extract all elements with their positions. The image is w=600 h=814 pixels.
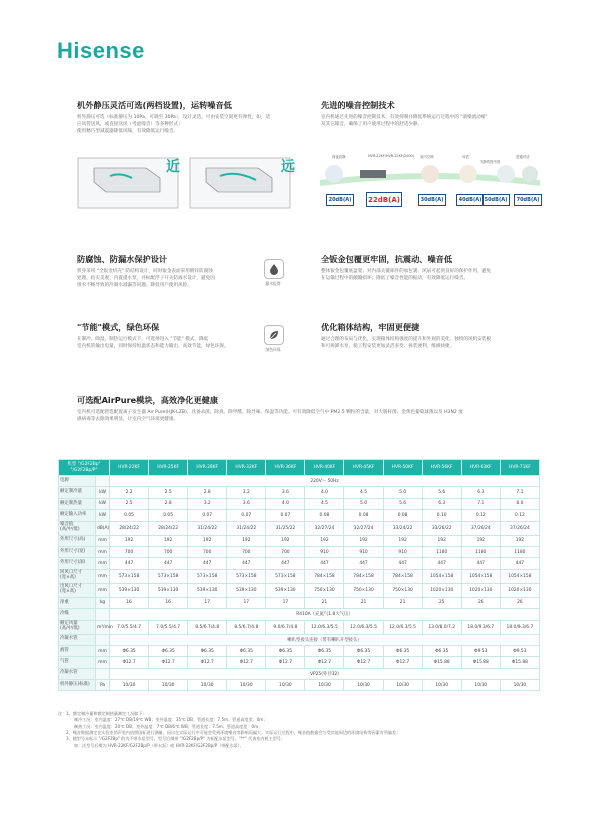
cell-value: Φ12.7 (383, 657, 422, 668)
table-row (59, 668, 540, 679)
cell-value: 447 (344, 558, 383, 569)
table-row (59, 597, 540, 608)
cell-value: 5.6 (383, 498, 422, 509)
row-label: 冷媒 (59, 609, 96, 620)
cell-value: 1020×130 (461, 583, 500, 597)
cell-value: 573×158 (227, 569, 266, 583)
cell-value: 7.1 (461, 498, 500, 509)
cell-value: 7.0/5.5/4.7 (149, 620, 188, 634)
cell-value: 1054×158 (500, 569, 539, 583)
cell-value: 0.08 (344, 510, 383, 521)
row-span-value: VP25(外径32) (110, 668, 540, 679)
footnote-line: 注：1、额定制冷量和额定制热量测定工况如下： (58, 711, 147, 716)
cell-value: 4.5 (305, 498, 344, 509)
feature-title: "节能"模式，绿色环保 (77, 322, 160, 332)
cell-value: 17 (266, 597, 305, 608)
noise-caption: 耳语 (462, 155, 469, 159)
model-name-cell: HVR-22KF (110, 460, 149, 476)
cell-value: 573×158 (188, 569, 227, 583)
cell-value: 539×130 (266, 583, 305, 597)
cell-value: 447 (149, 558, 188, 569)
feature-title: 全钣金包覆更牢固，抗震动、噪音低 (321, 254, 453, 264)
eco-label: 绿色环保 (265, 347, 281, 352)
cell-value: 33/24/22 (383, 521, 422, 535)
cell-value: 7.0/5.5/4.7 (110, 620, 149, 634)
cell-value: 447 (227, 558, 266, 569)
table-row (59, 634, 540, 645)
cell-value: 6.3 (461, 487, 500, 498)
model-name-cell: HVR-28KF (188, 460, 227, 476)
cell-value: 32/27/24 (305, 521, 344, 535)
row-label: 冷凝水管 (59, 634, 96, 645)
cell-value: Φ9.53 (500, 645, 539, 656)
feature-sheet-metal: 全钣金包覆更牢固，抗震动、噪音低 整体钣金包覆底盘架，对内部关键部件的加包裹、风扇可起到良好的保护作用，避免 在运输过程中的颠簸损坏；降低了噪音性能的振动，有效降低运行噪音。 (321, 254, 541, 282)
cell-value: 447 (188, 558, 227, 569)
cell-value: 10/30 (149, 680, 188, 691)
table-row (59, 657, 540, 668)
cell-value: 784×158 (305, 569, 344, 583)
noise-badge-highlight: 22dB(A) (366, 192, 402, 207)
row-label: 外形尺寸(深) (59, 558, 96, 569)
cell-value: 0.12 (500, 510, 539, 521)
cell-value: 21 (383, 597, 422, 608)
row-label: 机外静压(标准) (59, 680, 96, 691)
cell-value: 18.0/9.3/6.7 (461, 620, 500, 634)
cell-value: 8.0 (500, 498, 539, 509)
row-span-value: 220V～ 50Hz (110, 476, 540, 487)
spec-table (58, 459, 540, 691)
cell-value: 0.08 (383, 510, 422, 521)
cell-value: 31/25/22 (266, 521, 305, 535)
row-label: 额定输入功率 (59, 510, 96, 521)
cell-value: Φ15.88 (422, 657, 461, 668)
cell-value: 539×130 (188, 583, 227, 597)
row-unit: mm (96, 657, 110, 668)
cell-value: 4.0 (266, 498, 305, 509)
cell-value: Φ6.35 (188, 645, 227, 656)
cell-value: Φ6.35 (227, 645, 266, 656)
feature-title: 机外静压灵活可选(两档设置)，运转噪音低 (77, 100, 232, 110)
cell-value: 3.6 (266, 487, 305, 498)
feature-title: 可选配AirPure模块，高效净化更健康 (77, 395, 219, 405)
noise-caption: 普通对话 (516, 155, 530, 159)
cell-value: 2.2 (110, 487, 149, 498)
table-row (59, 521, 540, 535)
cell-value: 18.0/9.3/6.7 (500, 620, 539, 634)
model-name-cell: HVR-36KF (266, 460, 305, 476)
model-name-cell: HVR-25KF (149, 460, 188, 476)
cell-value: 21 (305, 597, 344, 608)
table-row (59, 510, 540, 521)
table-header-row (59, 460, 540, 476)
feature-structure: 优化箱体结构，牢固更便捷 通过合理的布局与优化，实现箱体结构强度的提升和外观的美化，独特的风机安装板 和可拆卸水泵，使工程安装更加灵活多变、拆装便利，维修快捷。 (321, 322, 541, 350)
noise-badge: 50dB(A) (482, 194, 510, 206)
cell-value: 1020×130 (500, 583, 539, 597)
cell-value: 1054×158 (422, 569, 461, 583)
cell-value: 10/30 (227, 680, 266, 691)
noise-caption: HVR-22KF/HVR-22KF(2000) (368, 154, 415, 158)
model-name-cell: HVR-32KF (227, 460, 266, 476)
cell-value: 1020×130 (422, 583, 461, 597)
table-row (59, 569, 540, 583)
cell-value: 910 (344, 546, 383, 557)
feature-static-pressure: 机外静压灵活可选(两档设置)，运转噪音低 机外静压可选（标准静压为 10Pa，可调至 30Pa），设计灵活、可由安装空间更有弹性，如，适 应风管送风，或直接送风（考虑噪音）等多种形式； 使用精巧型减震器降低风噪，有效降低运行噪音。 (77, 100, 277, 135)
cell-value: 25 (422, 597, 461, 608)
cell-value: 0.10 (422, 510, 461, 521)
cell-value: 700 (188, 546, 227, 557)
cell-value: 0.07 (266, 510, 305, 521)
cell-value: 13.0/8.0/7.2 (422, 620, 461, 634)
cell-value: Φ9.53 (461, 645, 500, 656)
cell-value: Φ6.35 (266, 645, 305, 656)
cell-value: 192 (383, 535, 422, 546)
cell-value: 700 (266, 546, 305, 557)
cell-value: 3.6 (227, 498, 266, 509)
feature-title: 先进的噪音控制技术 (321, 100, 395, 110)
row-unit: m³/min (96, 620, 110, 634)
cell-value: 447 (110, 558, 149, 569)
cell-value: 1054×158 (461, 569, 500, 583)
cell-value: 447 (305, 558, 344, 569)
cell-value: 26 (500, 597, 539, 608)
static-pressure-illustration (76, 152, 294, 214)
row-label: 噪音值 (高/中/低) (59, 521, 96, 535)
cell-value: 192 (266, 535, 305, 546)
leaf-icon (264, 325, 284, 345)
model-name-cell: HVR-56KF (422, 460, 461, 476)
feature-eco-mode: "节能"模式，绿色环保 在制冷、除湿、制热运行模式下，可选择进入 "节能" 模式，降低 室内机的输出电量，同时保持恒温状态和能力输出，高效节能，绿色环保。 (77, 322, 267, 350)
cell-value: 6.3 (422, 498, 461, 509)
model-header-cell: 机型 "/G2F2Bp" "/G2F2Bp/P" (59, 460, 110, 476)
table-row (59, 498, 540, 509)
row-unit: mm (96, 546, 110, 557)
cell-value: 2.5 (149, 487, 188, 498)
cell-value: Φ6.35 (305, 645, 344, 656)
cell-value: 10/30 (344, 680, 383, 691)
model-name-cell: HVR-71KF (500, 460, 539, 476)
cell-value: 447 (266, 558, 305, 569)
cell-value: Φ12.7 (110, 657, 149, 668)
table-row (59, 645, 540, 656)
row-unit: mm (96, 558, 110, 569)
cell-value: 750×130 (305, 583, 344, 597)
row-unit: mm (96, 645, 110, 656)
cell-value: 8.5/6.7/4.8 (227, 620, 266, 634)
footnote-line: 3、随型号末标示 "/G2F2Bp" 的为不带水泵型号，型号后缀带 "/G2F2Bp/P" 为标配水泵型号。"**" 代表室内机主型号； (66, 736, 285, 742)
cell-value: 33/26/22 (422, 521, 461, 535)
cell-value: 10/30 (422, 680, 461, 691)
cell-value: 10/30 (305, 680, 344, 691)
footnote-line: 制热工况：室内温度：20℃ DB；室外温度：7℃ DB/6℃ WB；管道长度：7.5m；管道高度差：0m； (74, 723, 263, 729)
cell-value: 1180 (461, 546, 500, 557)
row-label: 液管 (59, 645, 96, 656)
cell-value: 447 (500, 558, 539, 569)
cell-value: 0.05 (149, 510, 188, 521)
table-row (59, 476, 540, 487)
cell-value: 750×130 (344, 583, 383, 597)
cell-value: Φ6.35 (383, 645, 422, 656)
row-label: 电源 (59, 476, 96, 487)
footnote-line: 2、噪音数据测定在实验室消声室内依照国标进行测量，因出在实际运行中可能会受到环境噪音等影响而偏大；实际运行过程中，噪音值数据会与受其他周边的环境结构等因素有所偏差； (66, 730, 401, 736)
table-row (59, 558, 540, 569)
cell-value: 4.5 (344, 487, 383, 498)
noise-level-badges (326, 194, 540, 206)
cell-value: 539×130 (149, 583, 188, 597)
row-unit: kW (96, 498, 110, 509)
row-unit (96, 476, 110, 487)
row-unit: kg (96, 597, 110, 608)
cell-value: 447 (422, 558, 461, 569)
cell-value: 4.0 (305, 487, 344, 498)
cell-value: 0.07 (188, 510, 227, 521)
cell-value: 10/30 (461, 680, 500, 691)
cell-value: 0.05 (110, 510, 149, 521)
label-far: 远 (281, 159, 295, 175)
cell-value: 573×158 (149, 569, 188, 583)
cell-value: 37/26/24 (461, 521, 500, 535)
cell-value: 10/30 (188, 680, 227, 691)
feature-anti-corrosion: 防腐蚀、防漏水保护设计 机身采用 "全钣金机壳" 防结构设计，同时钣金表面采用镀锌防腐蚀 处理，结实美观；内置提水泵，并标配浮子开关防溢水设计，避免因 排水不畅导致的冷凝水溢漏等问题，降低用户使用风险。 (77, 254, 267, 289)
cell-value: 0.12 (461, 510, 500, 521)
feature-title: 优化箱体结构，牢固更便捷 (321, 322, 420, 332)
cell-value: 17 (227, 597, 266, 608)
cell-value: 10/30 (500, 680, 539, 691)
row-unit: kW (96, 487, 110, 498)
row-unit (96, 609, 110, 620)
cell-value: 8.5/6.7/4.8 (188, 620, 227, 634)
cell-value: 784×158 (383, 569, 422, 583)
noise-badge: 20dB(A) (326, 194, 354, 206)
feature-title: 防腐蚀、防漏水保护设计 (77, 254, 168, 264)
cell-value: 10/30 (266, 680, 305, 691)
cell-value: 31/24/22 (227, 521, 266, 535)
row-label: 净重 (59, 597, 96, 608)
cell-value: 700 (227, 546, 266, 557)
cell-value: Φ15.88 (500, 657, 539, 668)
cell-value: 16 (149, 597, 188, 608)
cell-value: 192 (461, 535, 500, 546)
row-unit: mm (96, 583, 110, 597)
cell-value: 1180 (422, 546, 461, 557)
cell-value: Φ6.35 (422, 645, 461, 656)
row-label: 气管 (59, 657, 96, 668)
cell-value: 5.6 (422, 487, 461, 498)
cell-value: 192 (227, 535, 266, 546)
table-row (59, 680, 540, 691)
table-row (59, 583, 540, 597)
cell-value: Φ12.7 (227, 657, 266, 668)
row-label: 额定制冷量 (59, 487, 96, 498)
label-near: 近 (166, 159, 180, 175)
cell-value: 12.0/6.3/5.5 (305, 620, 344, 634)
cell-value: 910 (383, 546, 422, 557)
cell-value: 28/24/22 (110, 521, 149, 535)
cell-value: 539×130 (227, 583, 266, 597)
brand-logo: Hisense (57, 38, 145, 63)
model-name-cell: HVR-63KF (461, 460, 500, 476)
cell-value: 3.2 (188, 498, 227, 509)
cell-value: 10/30 (110, 680, 149, 691)
cell-value: Φ12.7 (344, 657, 383, 668)
cell-value: 7.1 (500, 487, 539, 498)
cell-value: 31/24/22 (188, 521, 227, 535)
cell-value: Φ6.35 (344, 645, 383, 656)
row-label: 外形尺寸(宽) (59, 546, 96, 557)
cell-value: 573×158 (110, 569, 149, 583)
cell-value: 12.0/6.3/5.5 (383, 620, 422, 634)
cell-value: 192 (500, 535, 539, 546)
table-row (59, 535, 540, 546)
cell-value: 700 (110, 546, 149, 557)
noise-caption: 安静的图书馆 (480, 160, 501, 164)
cell-value: Φ12.7 (149, 657, 188, 668)
cell-value: Φ12.7 (188, 657, 227, 668)
row-span-value: R410A（充氮气1.8大气压） (110, 609, 540, 620)
leak-alarm-label: 漏水报警 (265, 281, 281, 286)
cell-value: Φ6.35 (110, 645, 149, 656)
cell-value: 192 (344, 535, 383, 546)
cell-value: 5.0 (344, 498, 383, 509)
row-unit: Pa (96, 680, 110, 691)
noise-badge: 70dB(A) (514, 194, 542, 206)
cell-value: 192 (188, 535, 227, 546)
cell-value: 37/26/24 (500, 521, 539, 535)
cell-value: 2.5 (110, 498, 149, 509)
row-label: 回风口尺寸 (宽×高) (59, 569, 96, 583)
cell-value: 910 (305, 546, 344, 557)
row-label: 冷凝水管 (59, 668, 96, 679)
feature-noise-control: 先进的噪音控制技术 室内机通过先进的噪音控制技术，有效抑制并降低系统运行过程中的 "湍噪流动噪" 及其它噪音，确保了用户使用过程中的舒适少静。 (321, 100, 541, 128)
cell-value: 192 (422, 535, 461, 546)
table-row (59, 546, 540, 557)
model-name-cell: HVR-45KF (344, 460, 383, 476)
cell-value: 16 (110, 597, 149, 608)
noise-captions (330, 154, 540, 162)
row-label: 额定制热量 (59, 498, 96, 509)
table-row (59, 487, 540, 498)
cell-value: 9.0/6.7/4.8 (266, 620, 305, 634)
cell-value: 192 (305, 535, 344, 546)
noise-caption: 深夜寂静 (332, 155, 346, 159)
cell-value: 447 (383, 558, 422, 569)
cell-value: Φ12.7 (266, 657, 305, 668)
cell-value: 32/27/24 (344, 521, 383, 535)
cell-value: 0.08 (305, 510, 344, 521)
row-label: 外形尺寸(高) (59, 535, 96, 546)
noise-badge: 40dB(A) (456, 194, 484, 206)
cell-value: 2.8 (188, 487, 227, 498)
feature-airpure: 可选配AirPure模块，高效净化更健康 室内机可选配智选配置离子发生器 Air Pure(HJK-LZB)，具备杀菌、除臭、除甲醛、除异味、保湿等功能。可有效降低空气中 PM2.5 颗粒的含量，对大肠杆菌、金黄色葡萄球菌以及 H3N2 流 感病毒等去除效果明显，让室内空气环境更健康。 (77, 395, 547, 423)
cell-value: 750×130 (383, 583, 422, 597)
cell-value: Φ15.88 (461, 657, 500, 668)
row-unit: mm (96, 569, 110, 583)
table-row (59, 609, 540, 620)
table-row (59, 620, 540, 634)
cell-value: 26 (461, 597, 500, 608)
cell-value: 10/30 (383, 680, 422, 691)
cell-value: 12.0/6.3/5.5 (344, 620, 383, 634)
row-unit: mm (96, 535, 110, 546)
cell-value: 5.0 (383, 487, 422, 498)
cell-value: 784×158 (344, 569, 383, 583)
cell-value: 192 (149, 535, 188, 546)
leak-alarm-icon (264, 259, 284, 279)
model-name-cell: HVR-50KF (383, 460, 422, 476)
noise-caption: 室内空调 (420, 155, 434, 159)
cell-value: 3.2 (227, 487, 266, 498)
cell-value: 21 (344, 597, 383, 608)
row-label: 出风口尺寸 (宽×高) (59, 583, 96, 597)
cell-value: 539×130 (110, 583, 149, 597)
row-unit (96, 668, 110, 679)
footnote-line: 如：泛型号后缀为 HVR-22KF/G2F2Bp/P（带水泵）或 HVR-22KF/G2F2Bp/P（带配水泵）。 (74, 742, 244, 748)
row-unit (96, 634, 110, 645)
model-name-cell: HVR-40KF (305, 460, 344, 476)
cell-value: 28/24/22 (149, 521, 188, 535)
cell-value: 573×158 (266, 569, 305, 583)
cell-value: Φ12.7 (305, 657, 344, 668)
row-span-value: 喇叭型接头连接（带有喇叭开型接头） (110, 634, 540, 645)
row-unit: kW (96, 510, 110, 521)
cell-value: 192 (110, 535, 149, 546)
cell-value: 447 (461, 558, 500, 569)
cell-value: 2.8 (149, 498, 188, 509)
cell-value: 0.07 (227, 510, 266, 521)
cell-value: 700 (149, 546, 188, 557)
row-label: 额定风量 (高/中/低) (59, 620, 96, 634)
cell-value: Φ6.35 (149, 645, 188, 656)
row-unit: dB(A) (96, 521, 110, 535)
footnotes (58, 711, 548, 749)
cell-value: 1180 (500, 546, 539, 557)
cell-value: 17 (188, 597, 227, 608)
noise-badge: 30dB(A) (418, 194, 446, 206)
footnote-line: 制冷工况：室内温度：27℃ DB/19℃ WB；室外温度：35℃ DB；管道长度：7.5m；管道高度差：0m； (74, 717, 268, 723)
